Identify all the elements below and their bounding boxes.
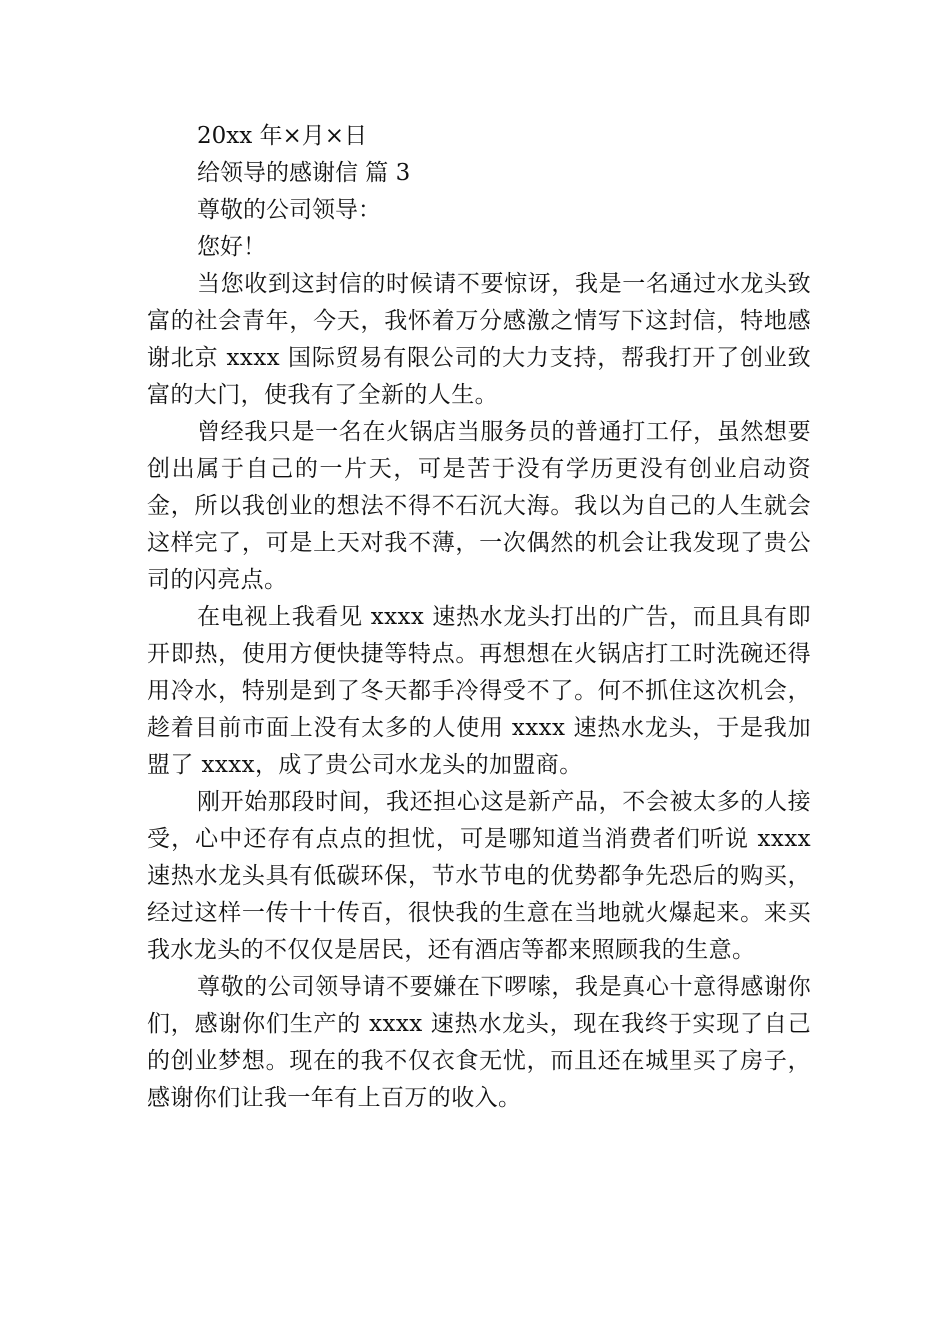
letter-date: 20xx 年×月×日 (197, 123, 368, 149)
letter-paragraph: 在电视上我看见 xxxx 速热水龙头打出的广告，而且具有即开即热，使用方便快捷等特点。再想想在火锅店打工时洗碗还得用冷水，特别是到了冬天都手冷得受不了。何不抓住这次机会，趁着目前市面上没有太多的人使用 xxxx 速热水龙头，于是我加盟了 xxxx，成了贵公司水龙头的加盟商。 (147, 604, 811, 778)
letter-paragraph: 刚开始那段时间，我还担心这是新产品，不会被太多的人接受，心中还存有点点的担忧，可是哪知道当消费者们听说 xxxx 速热水龙头具有低碳环保，节水节电的优势都争先恐后的购买，经过这样一传十十传百，很快我的生意在当地就火爆起来。来买我水龙头的不仅仅是居民，还有酒店等都来照顾我的生意。 (147, 789, 811, 963)
letter-paragraph: 尊敬的公司领导请不要嫌在下啰嗦，我是真心十意得感谢你们，感谢你们生产的 xxxx 速热水龙头，现在我终于实现了自己的创业梦想。现在的我不仅衣食无忧，而且还在城里买了房子，感谢你们让我一年有上百万的收入。 (147, 974, 811, 1111)
letter-paragraph: 曾经我只是一名在火锅店当服务员的普通打工仔，虽然想要创出属于自己的一片天，可是苦于没有学历更没有创业启动资金，所以我创业的想法不得不石沉大海。我以为自己的人生就会这样完了，可是上天对我不薄，一次偶然的机会让我发现了贵公司的闪亮点。 (147, 419, 811, 593)
letter-paragraph: 当您收到这封信的时候请不要惊讶，我是一名通过水龙头致富的社会青年，今天，我怀着万分感激之情写下这封信，特地感谢北京 xxxx 国际贸易有限公司的大力支持，帮我打开了创业致富的大门，使我有了全新的人生。 (147, 271, 811, 408)
letter-greeting: 您好！ (197, 234, 266, 260)
letter-title: 给领导的感谢信 篇 3 (197, 160, 411, 186)
letter-body (147, 118, 811, 1117)
letter-salutation: 尊敬的公司领导： (197, 197, 381, 223)
